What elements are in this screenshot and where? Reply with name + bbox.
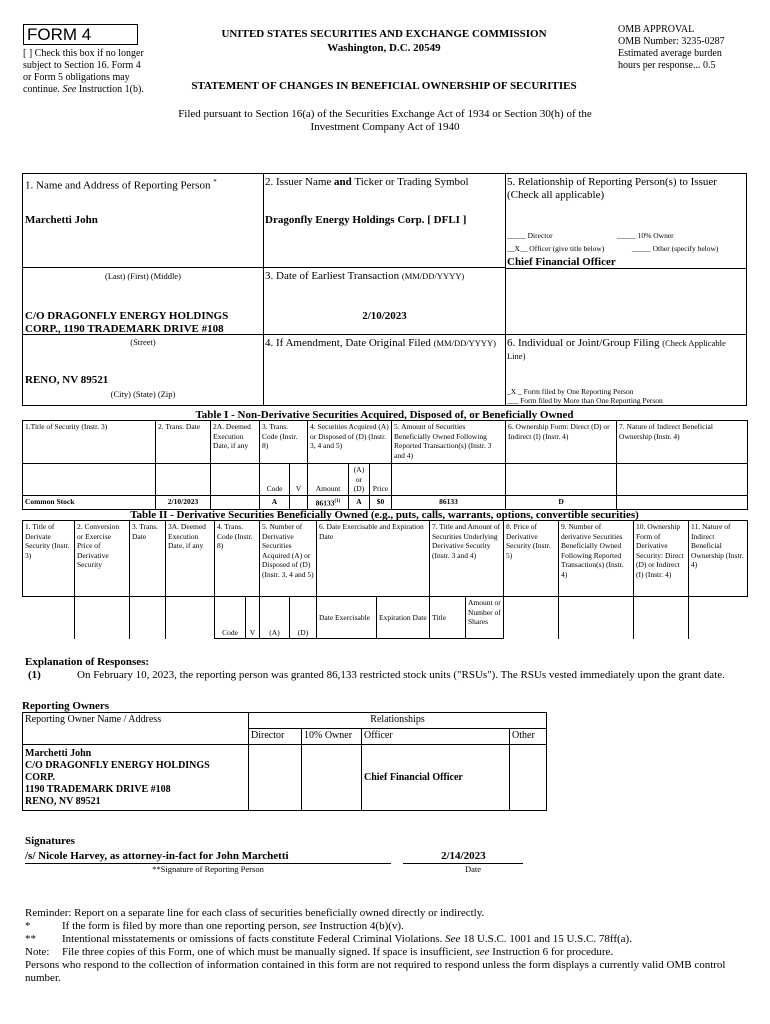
form-title-box (23, 24, 138, 45)
other-option[interactable]: _____ Other (specify below) (632, 244, 719, 253)
t1-h7: 7. Nature of Indirect Beneficial Ownership (Instr. 4) (617, 421, 748, 464)
t2-h9: 9. Number of derivative Securities Beneficially Owned Following Reported Transaction(s) (Instr. 4) (559, 521, 634, 597)
t1-price: $0 (370, 495, 392, 509)
t2-h6: 6. Date Exercisable and Expiration Date (317, 521, 430, 597)
owners-heading: Reporting Owners (22, 700, 110, 712)
t1-sub-aord: (A) or (D) (349, 464, 370, 496)
t2-sub-d: (D) (290, 597, 317, 639)
issuer-label: 2. Issuer Name and Ticker or Trading Symbol (265, 176, 469, 188)
officer-option[interactable]: __X__ Officer (give title below) (507, 244, 605, 253)
t1-aord: A (349, 495, 370, 509)
check-box-note[interactable]: [ ] Check this box if no longer subject to Section 16. Form 4 or Form 5 obligations may continue. See Instruction 1(b). (23, 48, 144, 95)
reporting-person-name: Marchetti John (25, 214, 98, 226)
t2-h4: 4. Trans. Code (Instr. 8) (215, 521, 260, 597)
table2-title: Table II - Derivative Securities Beneficially Owned (e.g., puts, calls, warrants, options, convertible securities) (130, 509, 639, 521)
explanation-note-text: On February 10, 2023, the reporting person was granted 86,133 restricted stock units ("RSUs"). The RSUs vested immediately upon the grant date. (77, 669, 725, 681)
footnote-1: If the form is filed by more than one reporting person, see Instruction 4(b)(v). (62, 920, 404, 932)
owners-col-other: Other (510, 729, 547, 745)
city-caption: (City) (State) (Zip) (110, 389, 176, 399)
table2 (22, 520, 748, 639)
reminder: Reminder: Report on a separate line for each class of securities beneficially owned directly or indirectly. (25, 907, 485, 919)
t2-h2: 2. Conversion or Exercise Price of Derivative Security (75, 521, 130, 597)
t2-h1: 1. Title of Derivate Security (Instr. 3) (23, 521, 75, 597)
t1-sub-code: Code (260, 464, 290, 496)
t2-sub-title: Title (430, 597, 466, 639)
footnote-3-mark: Note: (25, 946, 50, 958)
statement-title: STATEMENT OF CHANGES IN BENEFICIAL OWNERSHIP OF SECURITIES (191, 80, 577, 92)
date-caption: Date (464, 864, 482, 874)
filing-one-person[interactable]: _X _ Form filed by One Reporting Person (507, 387, 634, 396)
t2-h10: 10. Ownership Form of Derivative Security: Direct (D) or Indirect (I) (Instr. 4) (634, 521, 689, 597)
t2-h7: 7. Title and Amount of Securities Underlying Derivative Security (Instr. 3 and 4) (430, 521, 504, 597)
owners-col-director: Director (249, 729, 302, 745)
t1-h3: 3. Trans. Code (Instr. 8) (260, 421, 308, 464)
owners-col-ten-pct: 10% Owner (302, 729, 362, 745)
name-caption: (Last) (First) (Middle) (104, 271, 181, 281)
t2-sub-exp: Expiration Date (377, 597, 430, 639)
earliest-transaction-label: 3. Date of Earliest Transaction (MM/DD/YYYY) (265, 270, 465, 282)
t2-sub-code: Code (215, 597, 246, 639)
t1-code: A (260, 495, 290, 509)
table1-title: Table I - Non-Derivative Securities Acquired, Disposed of, or Beneficially Owned (195, 409, 574, 421)
agency-name: UNITED STATES SECURITIES AND EXCHANGE COMMISSION (221, 28, 547, 40)
form-title: FORM 4 (27, 25, 92, 44)
t2-h11: 11. Nature of Indirect Beneficial Ownership (Instr. 4) (689, 521, 748, 597)
t1-h2: 2. Trans. Date (156, 421, 211, 464)
relationship-label: 5. Relationship of Reporting Person(s) to Issuer (Check all applicable) (507, 176, 717, 201)
issuer-value: Dragonfly Energy Holdings Corp. [ DFLI ] (265, 214, 467, 226)
street-caption: (Street) (130, 337, 156, 347)
t1-sub-v: V (290, 464, 308, 496)
owners-col-relationships: Relationships (249, 713, 547, 729)
agency-city: Washington, D.C. 20549 (327, 42, 441, 54)
omb-approval: OMB APPROVAL OMB Number: 3235-0287 Estimated average burden hours per response... 0.5 (618, 24, 725, 71)
filing-label: 6. Individual or Joint/Group Filing (Check Applicable Line) (507, 337, 726, 361)
table1 (22, 420, 748, 510)
t1-h6: 6. Ownership Form: Direct (D) or Indirect (I) (Instr. 4) (506, 421, 617, 464)
table-row (23, 495, 748, 509)
explanation-heading: Explanation of Responses: (25, 656, 150, 668)
owner-officer-title: Chief Financial Officer (362, 745, 510, 811)
t2-h8: 8. Price of Derivative Security (Instr. 5) (504, 521, 559, 597)
explanation-note-number: (1) (28, 669, 41, 681)
officer-title: Chief Financial Officer (507, 256, 616, 268)
t2-h3a: 3A. Deemed Execution Date, if any (166, 521, 215, 597)
t2-sub-a: (A) (260, 597, 290, 639)
footnote-2-mark: ** (25, 933, 36, 945)
reporting-person-label: 1. Name and Address of Reporting Person * (25, 178, 217, 192)
signature-date: 2/14/2023 (441, 850, 486, 862)
footnote-2: Intentional misstatements or omissions of facts constitute Federal Criminal Violations. See 18 U.S.C. 1001 and 15 U.S.C. 78ff(a). (62, 933, 632, 945)
t1-sub-amount: Amount (308, 464, 349, 496)
t1-amount: 86133$^{(1)}$ (308, 495, 349, 509)
reporting-person-city: RENO, NV 89521 (25, 374, 109, 386)
t1-owned: 86133 (392, 495, 506, 509)
signatures-heading: Signatures (25, 835, 75, 847)
t1-h5: 5. Amount of Securities Beneficially Owned Following Reported Transaction(s) (Instr. 3 and 4) (392, 421, 506, 464)
director-option[interactable]: _____ Director (507, 231, 553, 240)
owners-col-officer: Officer (362, 729, 510, 745)
owner-name-address: Marchetti John C/O DRAGONFLY ENERGY HOLDINGS CORP. 1190 TRADEMARK DRIVE #108 RENO, NV 89521 (23, 745, 249, 811)
t2-sub-v: V (246, 597, 260, 639)
filed-pursuant: Filed pursuant to Section 16(a) of the Securities Exchange Act of 1934 or Section 30(h) of the Investment Company Act of 1940 (178, 108, 592, 133)
signature-caption: **Signature of Reporting Person (152, 864, 264, 874)
t2-sub-amount: Amount or Number of Shares (466, 597, 504, 639)
omb-control-note: Persons who respond to the collection of information contained in this form are not required to respond unless the form displays a currently valid OMB control number. (25, 959, 726, 984)
t1-form: D (506, 495, 617, 509)
owners-col-name: Reporting Owner Name / Address (23, 713, 249, 745)
earliest-transaction-date: 2/10/2023 (362, 310, 407, 322)
t1-h4: 4. Securities Acquired (A) or Disposed of (D) (Instr. 3, 4 and 5) (308, 421, 392, 464)
t1-sub-price: Price (370, 464, 392, 496)
t2-h3: 3. Trans. Date (130, 521, 166, 597)
footnote-1-mark: * (25, 920, 31, 932)
footnote-3: File three copies of this Form, one of which must be manually signed. If space is insufficient, see Instruction 6 for procedure. (62, 946, 614, 958)
t1-h1: 1.Title of Security (Instr. 3) (23, 421, 156, 464)
ten-pct-owner-option[interactable]: _____ 10% Owner (617, 231, 674, 240)
filing-more-persons[interactable]: ___ Form filed by More than One Reporting Person (507, 396, 663, 405)
amendment-label: 4. If Amendment, Date Original Filed (MM/DD/YYYY) (265, 337, 496, 349)
table-row (23, 745, 547, 811)
t1-date: 2/10/2023 (156, 495, 211, 509)
t2-sub-date-ex: Date Exercisable (317, 597, 377, 639)
t1-h2a: 2A. Deemed Execution Date, if any (211, 421, 260, 464)
t1-security: Common Stock (23, 495, 156, 509)
signer: /s/ Nicole Harvey, as attorney-in-fact for John Marchetti (25, 850, 289, 862)
owners-table (22, 712, 547, 811)
reporting-person-street: C/O DRAGONFLY ENERGY HOLDINGS CORP., 1190 TRADEMARK DRIVE #108 (25, 310, 229, 335)
t2-h5: 5. Number of Derivative Securities Acquired (A) or Disposed of (D) (Instr. 3, 4 and 5) (260, 521, 317, 597)
